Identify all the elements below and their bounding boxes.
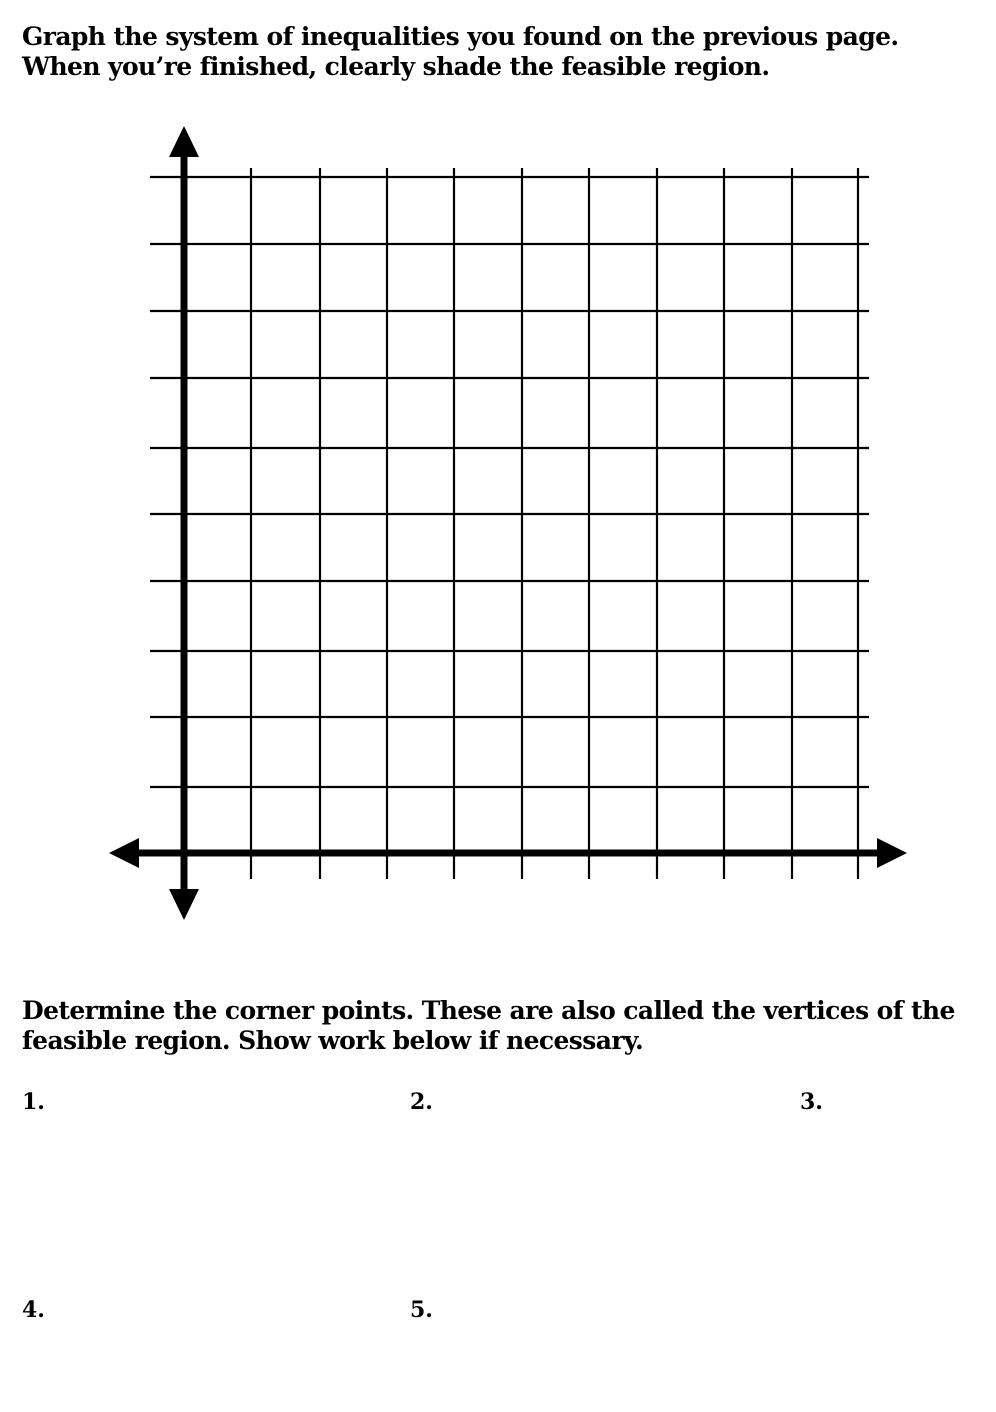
axes (109, 126, 907, 920)
answer-label-3: 3. (800, 1089, 823, 1115)
instructions-line-1: Graph the system of inequalities you found on the previous page. (22, 22, 899, 51)
grid-lines (150, 168, 869, 879)
corner-points-prompt (22, 996, 982, 1056)
prompt-line-1: Determine the corner points. These are also called the vertices of the (22, 996, 955, 1025)
instructions-line-2: When you’re finished, clearly shade the feasible region. (22, 52, 770, 81)
answer-label-1: 1. (22, 1089, 45, 1115)
prompt-line-2: feasible region. Show work below if necessary. (22, 1026, 644, 1055)
x-axis-arrow-left-icon (109, 838, 139, 868)
answer-label-5: 5. (410, 1297, 433, 1323)
x-axis-arrow-right-icon (877, 838, 907, 868)
y-axis-arrow-down-icon (169, 889, 199, 920)
y-axis-arrow-up-icon (169, 126, 199, 157)
answer-label-2: 2. (410, 1089, 433, 1115)
answer-label-4: 4. (22, 1297, 45, 1323)
